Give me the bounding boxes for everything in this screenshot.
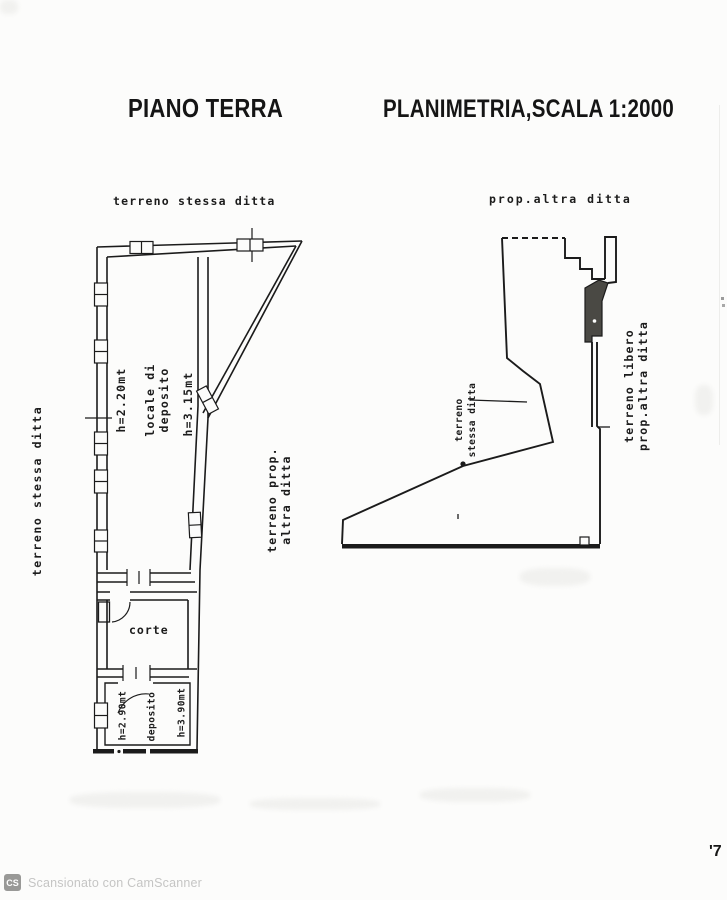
scan-artifact bbox=[0, 0, 18, 14]
camscanner-watermark-text: Scansionato con CamScanner bbox=[28, 875, 203, 890]
scan-artifact bbox=[721, 297, 724, 300]
store-room-height-right: h=3.90mt bbox=[176, 687, 188, 738]
label-line: terreno libero bbox=[622, 329, 636, 443]
page-number-mark: '7 bbox=[709, 843, 722, 860]
site-plan-label-inner bbox=[453, 363, 479, 477]
scan-artifact bbox=[695, 385, 713, 415]
label-line: terreno prop. bbox=[265, 447, 279, 553]
site-plan-building-footprint bbox=[585, 280, 608, 342]
site-plan-baseline bbox=[342, 537, 600, 549]
site-plan-marks bbox=[458, 400, 610, 519]
store-room-height-left: h=2.90mt bbox=[117, 690, 129, 741]
site-plan-title: PLANIMETRIA,SCALA 1:2000 bbox=[383, 95, 675, 123]
camscanner-watermark bbox=[0, 874, 202, 891]
floor-plan-label-top: terreno stessa ditta bbox=[113, 194, 276, 208]
label-line: terreno bbox=[454, 398, 465, 442]
site-plan-label-right bbox=[622, 310, 650, 462]
scan-artifact bbox=[420, 788, 530, 802]
scan-artifact bbox=[722, 304, 725, 307]
floor-plan-windows bbox=[95, 239, 264, 728]
site-plan-label-top: prop.altra ditta bbox=[489, 192, 632, 206]
scan-artifact bbox=[70, 792, 220, 808]
store-room-name: deposito bbox=[146, 691, 158, 742]
label-line: stessa ditta bbox=[467, 382, 478, 458]
floor-plan-label-left: terreno stessa ditta bbox=[30, 405, 44, 577]
camscanner-badge-icon: CS bbox=[4, 874, 21, 891]
label-line: prop.altra ditta bbox=[636, 321, 650, 451]
label-line: deposito bbox=[157, 367, 171, 433]
label-line: locale di bbox=[143, 363, 157, 437]
floor-plan-foundation-line bbox=[93, 749, 198, 755]
site-plan-boundary bbox=[342, 237, 616, 544]
main-room-height-left: h=2.20mt bbox=[114, 367, 128, 433]
site-plan-drawing bbox=[335, 226, 635, 566]
courtyard-label: corte bbox=[129, 623, 169, 637]
scan-artifact bbox=[719, 105, 720, 445]
scan-artifact bbox=[250, 798, 380, 810]
main-room-name bbox=[143, 360, 171, 440]
scan-artifact bbox=[520, 568, 590, 586]
floor-plan-label-right bbox=[265, 433, 293, 567]
floor-plan-title: PIANO TERRA bbox=[128, 93, 284, 123]
label-line: altra ditta bbox=[279, 455, 293, 545]
main-room-height-right: h=3.15mt bbox=[181, 371, 195, 437]
